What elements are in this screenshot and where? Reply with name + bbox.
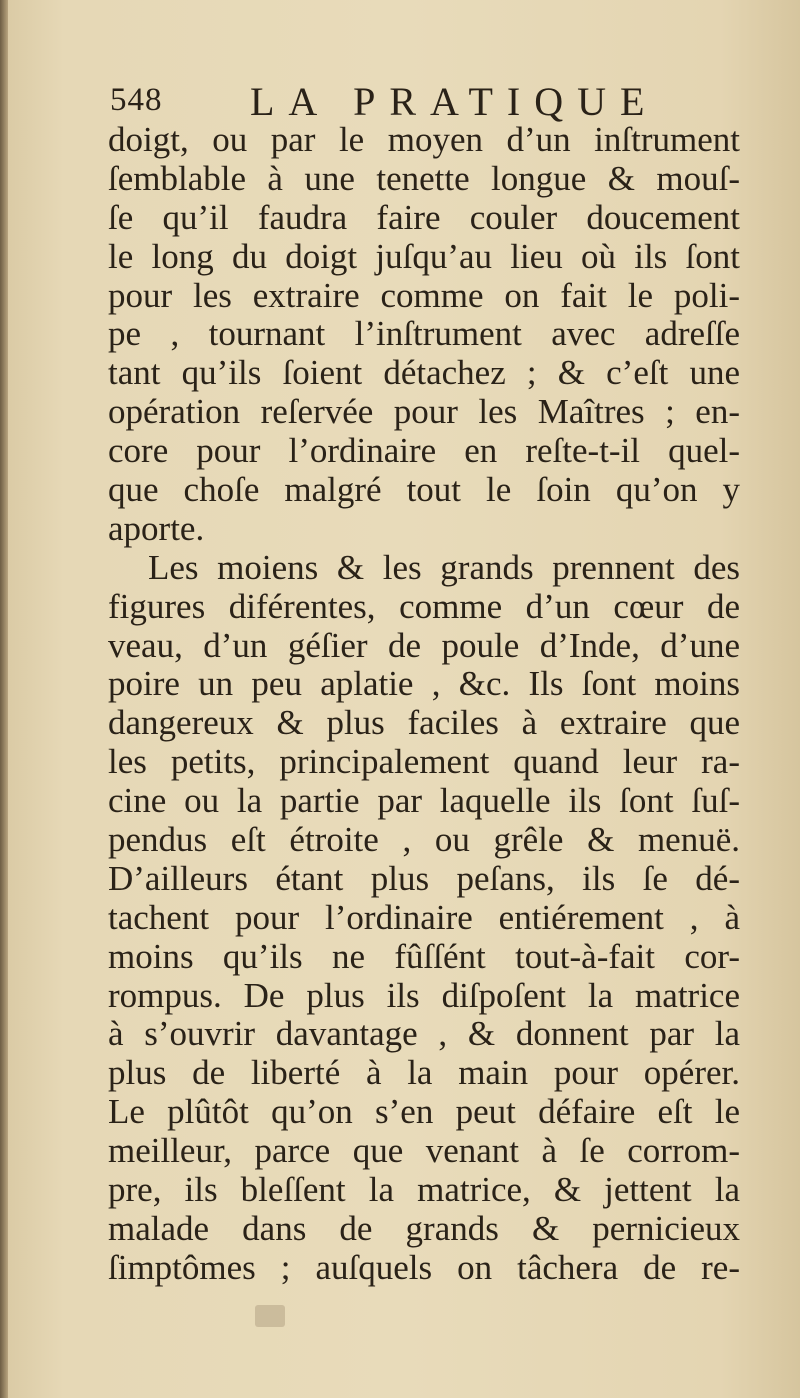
body-text [108, 121, 740, 1288]
text-line: rompus. De plus ils diſpoſent la matrice [108, 975, 740, 1015]
text-line: pendus eſt étroite , ou grêle & menuë. [108, 820, 740, 860]
text-line: opération reſervée pour les Maîtres ; en- [108, 392, 740, 432]
text-line: Les moiens & les grands prennent des [148, 547, 740, 587]
text-line: doigt, ou par le moyen d’un inſtrument [108, 120, 740, 159]
text-line: core pour l’ordinaire en reſte-t-il quel- [108, 431, 740, 471]
text-line: tant qu’ils ſoient détachez ; & c’eſt une [108, 353, 740, 393]
page-number: 548 [110, 82, 163, 118]
paper-stain [255, 1305, 285, 1327]
text-line: ſe qu’il faudra faire couler doucement [108, 197, 740, 237]
text-line: poire un peu aplatie , &c. Ils ſont moins [108, 664, 740, 704]
text-line: ſemblable à une tenette longue & mouſ- [108, 158, 740, 198]
text-line: ſimptômes ; auſquels on tâchera de re- [108, 1247, 740, 1287]
text-line: à s’ouvrir davantage , & donnent par la [108, 1014, 740, 1054]
text-line: dangereux & plus faciles à extraire que [108, 703, 740, 743]
text-line: tachent pour l’ordinaire entiérement , à [108, 897, 740, 937]
page-binding-edge [0, 0, 8, 1398]
text-line: plus de liberté à la main pour opérer. [108, 1053, 740, 1093]
text-line: malade dans de grands & pernicieux [108, 1208, 740, 1248]
text-line: pre, ils bleſſent la matrice, & jettent la [108, 1170, 740, 1210]
text-line: Le plûtôt qu’on s’en peut défaire eſt le [108, 1092, 740, 1132]
text-line: meilleur, parce que venant à ſe corrom- [108, 1131, 740, 1171]
text-line: le long du doigt juſqu’au lieu où ils ſont [108, 236, 740, 276]
text-line: que choſe malgré tout le ſoin qu’on y [108, 470, 740, 510]
text-line: pour les extraire comme on fait le poli- [108, 275, 740, 315]
text-line: aporte. [108, 508, 205, 548]
text-line: cine ou la partie par laquelle ils ſont ſuſ- [108, 781, 740, 821]
text-line: moins qu’ils ne fûſſént tout-à-fait cor- [108, 936, 740, 976]
running-head-title: LA PRATIQUE [250, 79, 659, 124]
text-line: D’ailleurs étant plus peſans, ils ſe dé- [108, 858, 740, 898]
text-line: les petits, principalement quand leur ra- [108, 742, 740, 782]
text-line: figures diférentes, comme d’un cœur de [108, 586, 740, 626]
text-line: pe , tournant l’inſtrument avec adreſſe [108, 314, 740, 354]
text-line: veau, d’un géſier de poule d’Inde, d’une [108, 625, 740, 665]
